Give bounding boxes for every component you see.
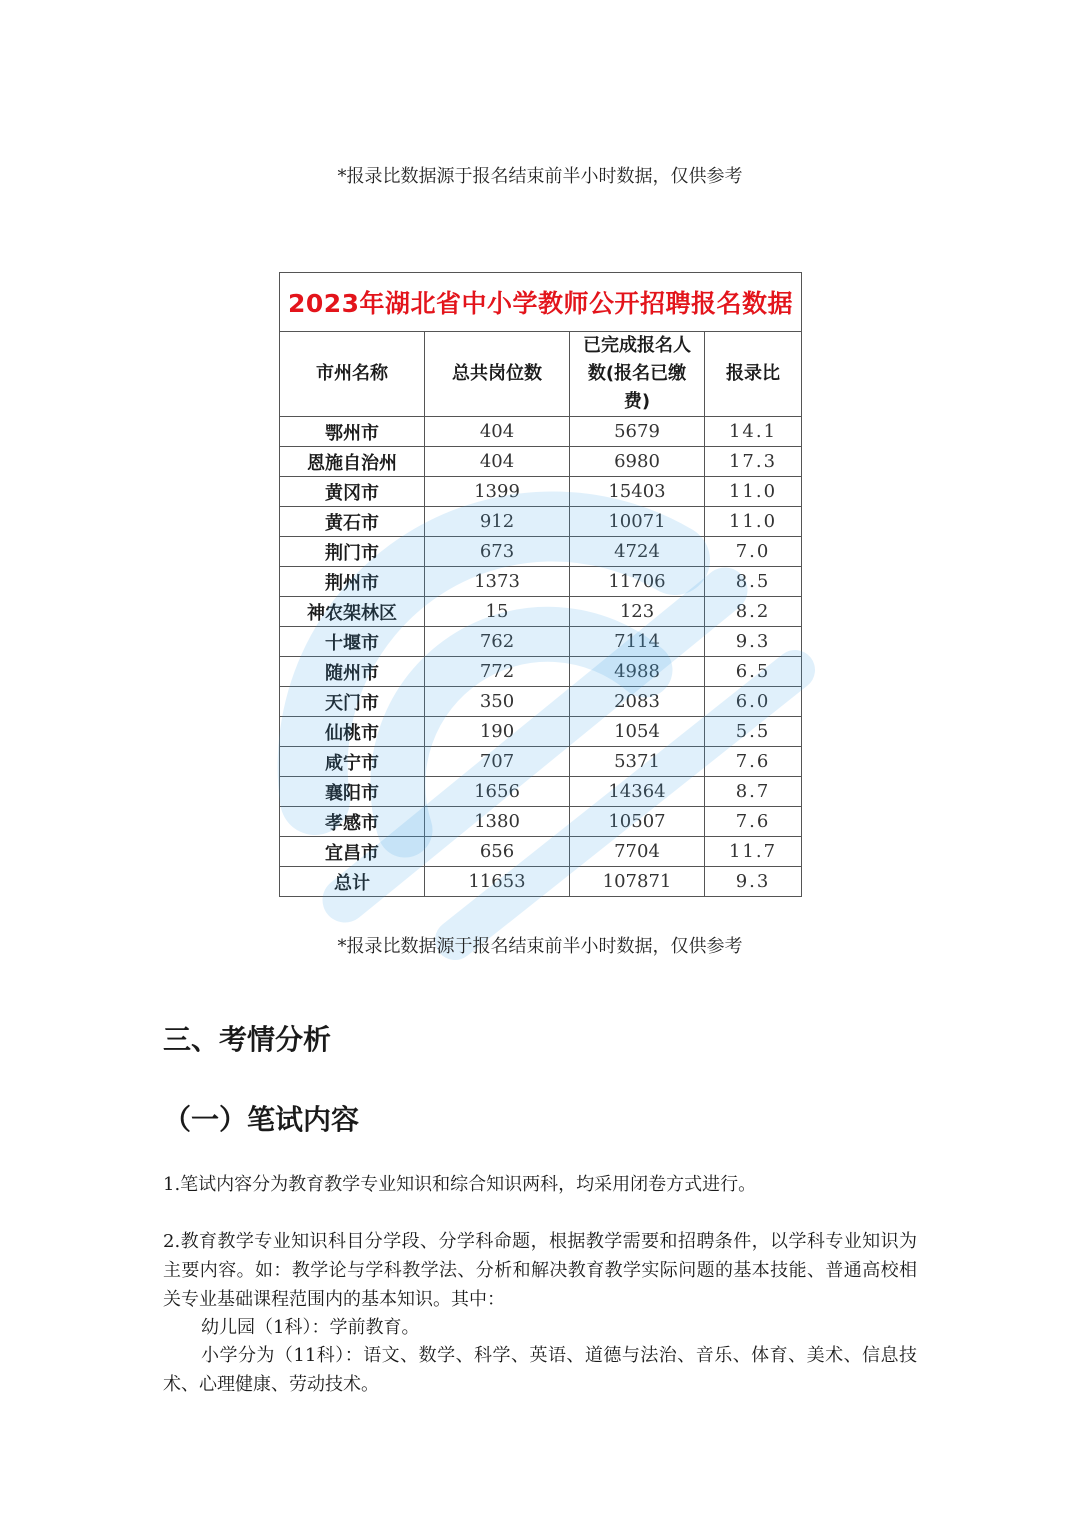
cell-applicants: 14364 <box>570 777 705 807</box>
section-title: 三、考情分析 <box>163 1023 332 1056</box>
cell-applicants: 2083 <box>570 687 705 717</box>
cell-ratio: 11.0 <box>705 507 802 537</box>
cell-applicants: 11706 <box>570 567 705 597</box>
cell-ratio: 7.6 <box>705 807 802 837</box>
cell-city: 神农架林区 <box>280 597 425 627</box>
cell-city: 总计 <box>280 867 425 897</box>
cell-city: 仙桃市 <box>280 717 425 747</box>
paragraph-primary-school: 小学分为（11科）：语文、数学、科学、英语、道德与法治、音乐、体育、美术、信息技术、心理健康、劳动技术。 <box>163 1345 917 1395</box>
cell-city: 天门市 <box>280 687 425 717</box>
cell-applicants: 123 <box>570 597 705 627</box>
header-posts: 总共岗位数 <box>425 332 570 417</box>
cell-posts: 11653 <box>425 867 570 897</box>
cell-posts: 1373 <box>425 567 570 597</box>
header-ratio: 报录比 <box>705 332 802 417</box>
cell-ratio: 8.2 <box>705 597 802 627</box>
table-row <box>280 687 802 717</box>
cell-ratio: 11.0 <box>705 477 802 507</box>
cell-posts: 912 <box>425 507 570 537</box>
header-city: 市州名称 <box>280 332 425 417</box>
cell-posts: 772 <box>425 657 570 687</box>
cell-posts: 707 <box>425 747 570 777</box>
cell-posts: 350 <box>425 687 570 717</box>
table-row <box>280 777 802 807</box>
cell-posts: 673 <box>425 537 570 567</box>
recruitment-data-table <box>279 272 802 897</box>
table-row <box>280 867 802 897</box>
table-row <box>280 477 802 507</box>
table-row <box>280 627 802 657</box>
cell-applicants: 4988 <box>570 657 705 687</box>
cell-ratio: 17.3 <box>705 447 802 477</box>
cell-city: 襄阳市 <box>280 777 425 807</box>
data-source-note-bottom: *报录比数据源于报名结束前半小时数据，仅供参考 <box>337 936 743 957</box>
cell-city: 十堰市 <box>280 627 425 657</box>
cell-posts: 1656 <box>425 777 570 807</box>
cell-applicants: 1054 <box>570 717 705 747</box>
cell-posts: 1399 <box>425 477 570 507</box>
subsection-title: （一）笔试内容 <box>163 1103 360 1136</box>
cell-posts: 656 <box>425 837 570 867</box>
cell-ratio: 6.5 <box>705 657 802 687</box>
header-applicants: 已完成报名人数(报名已缴费) <box>570 332 705 417</box>
cell-ratio: 8.7 <box>705 777 802 807</box>
cell-posts: 404 <box>425 447 570 477</box>
cell-posts: 190 <box>425 717 570 747</box>
data-source-note-top: *报录比数据源于报名结束前半小时数据，仅供参考 <box>337 166 743 187</box>
cell-posts: 1380 <box>425 807 570 837</box>
cell-city: 宜昌市 <box>280 837 425 867</box>
paragraph-professional-knowledge: 2.教育教学专业知识科目分学段、分学科命题，根据教学需要和招聘条件，以学科专业知识为主要内容。如：教学论与学科教学法、分析和解决教育教学实际问题的基本技能、普通高校相关专业基础课程范围内的基本知识。其中： <box>163 1231 917 1310</box>
table-row <box>280 837 802 867</box>
cell-city: 荆州市 <box>280 567 425 597</box>
table-row <box>280 747 802 777</box>
table-row <box>280 567 802 597</box>
cell-applicants: 7704 <box>570 837 705 867</box>
table-row <box>280 417 802 447</box>
table-row <box>280 537 802 567</box>
cell-applicants: 10071 <box>570 507 705 537</box>
cell-ratio: 8.5 <box>705 567 802 597</box>
cell-ratio: 6.0 <box>705 687 802 717</box>
cell-applicants: 5371 <box>570 747 705 777</box>
cell-city: 孝感市 <box>280 807 425 837</box>
cell-applicants: 15403 <box>570 477 705 507</box>
cell-applicants: 7114 <box>570 627 705 657</box>
cell-applicants: 107871 <box>570 867 705 897</box>
cell-posts: 762 <box>425 627 570 657</box>
cell-city: 黄石市 <box>280 507 425 537</box>
cell-posts: 15 <box>425 597 570 627</box>
paragraph-exam-format: 1.笔试内容分为教育教学专业知识和综合知识两科，均采用闭卷方式进行。 <box>163 1174 757 1195</box>
cell-ratio: 7.6 <box>705 747 802 777</box>
table-title: 2023年湖北省中小学教师公开招聘报名数据 <box>280 273 802 332</box>
table-row <box>280 717 802 747</box>
cell-city: 恩施自治州 <box>280 447 425 477</box>
cell-city: 鄂州市 <box>280 417 425 447</box>
table-row <box>280 507 802 537</box>
cell-applicants: 6980 <box>570 447 705 477</box>
cell-ratio: 5.5 <box>705 717 802 747</box>
paragraph-kindergarten: 幼儿园（1科）：学前教育。 <box>201 1317 420 1338</box>
table-row <box>280 807 802 837</box>
cell-posts: 404 <box>425 417 570 447</box>
cell-applicants: 5679 <box>570 417 705 447</box>
cell-ratio: 14.1 <box>705 417 802 447</box>
cell-applicants: 10507 <box>570 807 705 837</box>
table-row <box>280 447 802 477</box>
cell-city: 咸宁市 <box>280 747 425 777</box>
cell-ratio: 9.3 <box>705 867 802 897</box>
table-row <box>280 597 802 627</box>
cell-applicants: 4724 <box>570 537 705 567</box>
table-body <box>280 417 802 897</box>
table-row <box>280 657 802 687</box>
cell-ratio: 11.7 <box>705 837 802 867</box>
cell-city: 黄冈市 <box>280 477 425 507</box>
cell-city: 随州市 <box>280 657 425 687</box>
cell-ratio: 9.3 <box>705 627 802 657</box>
cell-ratio: 7.0 <box>705 537 802 567</box>
cell-city: 荆门市 <box>280 537 425 567</box>
